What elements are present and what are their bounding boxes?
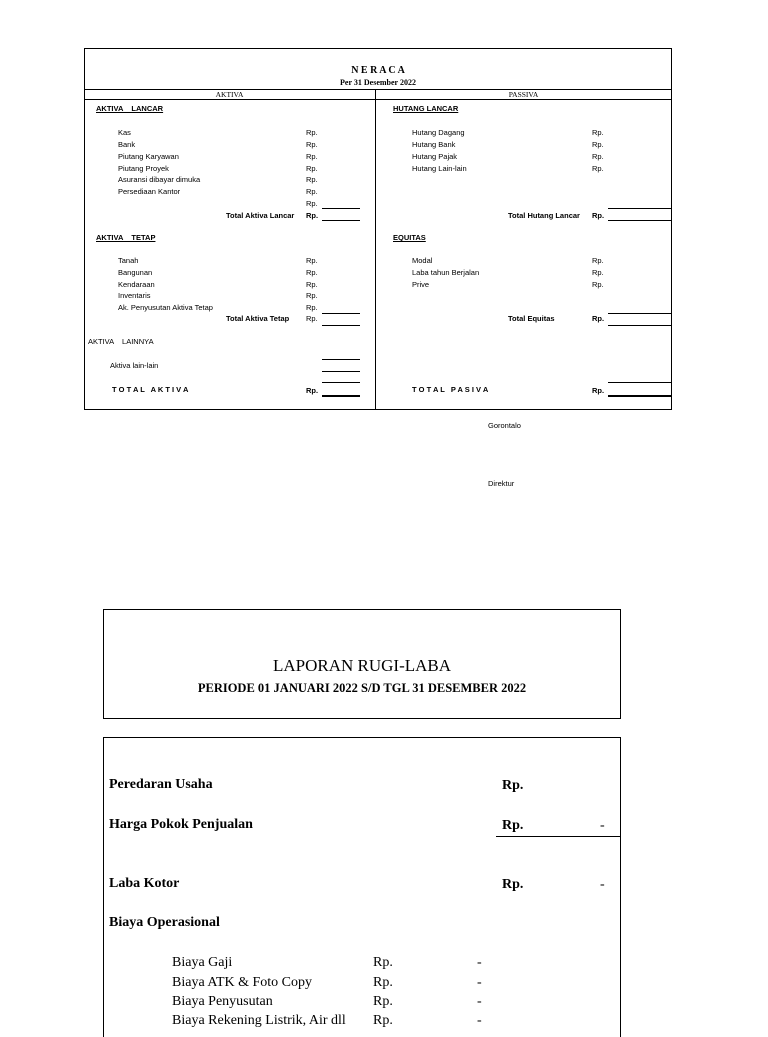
amount-dash: - [477,994,482,1009]
total-amount-line [608,395,672,397]
amount-dash: - [477,1013,482,1028]
currency-label: Rp. [592,140,604,149]
laba-kotor-label: Laba Kotor [109,876,180,891]
amount-line [608,208,672,209]
equitas-item: Laba tahun Berjalan [412,268,480,277]
aktiva-lancar-item: Piutang Karyawan [118,152,179,161]
currency-label: Rp. [592,164,604,173]
currency-label: Rp. [306,211,319,220]
hpp-label: Harga Pokok Penjualan [109,817,253,832]
aktiva-header: AKTIVA [215,90,244,99]
currency-label: Rp. [373,975,393,990]
currency-label: Rp. [373,1013,393,1028]
neraca-column-divider [375,89,376,409]
amount-line [322,208,360,209]
currency-label: Rp. [502,877,524,892]
total-hutang-lancar-label: Total Hutang Lancar [508,211,580,220]
currency-label: Rp. [592,314,605,323]
aktiva-lancar-item: Kas [118,128,131,137]
currency-label: Rp. [306,199,318,208]
aktiva-tetap-item: Tanah [118,256,139,265]
hutang-lancar-item: Hutang Lain-lain [412,164,467,173]
aktiva-tetap-item: Ak. Penyusutan Aktiva Tetap [118,303,213,312]
signature-title: Direktur [488,479,515,488]
currency-label: Rp. [306,256,318,265]
total-pasiva-label: T O T A L P A S I V A [412,385,489,394]
aktiva-lainnya-item: Aktiva lain-lain [110,361,159,370]
aktiva-lainnya-heading: AKTIVA LAINNYA [88,337,154,346]
biaya-item: Biaya Penyusutan [172,994,273,1009]
total-aktiva-label: T O T A L A K T I V A [112,385,189,394]
currency-label: Rp. [502,818,524,833]
currency-label: Rp. [306,386,319,395]
laba-rugi-period: PERIODE 01 JANUARI 2022 S/D TGL 31 DESEMBER 2022 [197,681,527,695]
amount-line [608,382,672,383]
amount-line [322,220,360,221]
aktiva-lancar-heading: AKTIVA LANCAR [96,104,164,113]
aktiva-tetap-item: Bangunan [118,268,153,277]
currency-label: Rp. [373,994,393,1009]
aktiva-lancar-item: Asuransi dibayar dimuka [118,175,201,184]
aktiva-tetap-item: Inventaris [118,291,151,300]
amount-line [322,382,360,383]
amount-line [322,359,360,360]
currency-label: Rp. [592,211,605,220]
currency-label: Rp. [306,175,318,184]
currency-label: Rp. [306,268,318,277]
currency-label: Rp. [592,280,604,289]
amount-line [322,313,360,314]
currency-label: Rp. [306,291,318,300]
currency-label: Rp. [592,256,604,265]
neraca-subheader-line [84,99,672,100]
currency-label: Rp. [592,386,605,395]
amount-line [322,325,360,326]
biaya-item: Biaya Rekening Listrik, Air dll [172,1013,346,1028]
peredaran-usaha-label: Peredaran Usaha [109,777,213,792]
hutang-lancar-item: Hutang Dagang [412,128,465,137]
biaya-item: Biaya Gaji [172,955,233,970]
currency-label: Rp. [373,955,393,970]
total-equitas-label: Total Equitas [508,314,555,323]
total-aktiva-lancar-label: Total Aktiva Lancar [226,211,295,220]
amount-dash: - [600,818,605,833]
total-aktiva-tetap-label: Total Aktiva Tetap [226,314,290,323]
subtotal-line [496,836,621,837]
currency-label: Rp. [306,128,318,137]
signature-city: Gorontalo [488,421,521,430]
amount-dash: - [600,877,605,892]
hutang-lancar-heading: HUTANG LANCAR [393,104,459,113]
currency-label: Rp. [502,778,524,793]
biaya-item: Biaya ATK & Foto Copy [172,975,313,990]
neraca-frame [84,48,672,410]
hutang-lancar-item: Hutang Bank [412,140,456,149]
amount-dash: - [477,955,482,970]
amount-line [608,325,672,326]
currency-label: Rp. [592,268,604,277]
neraca-subtitle: Per 31 Desember 2022 [340,78,416,87]
biaya-operasional-label: Biaya Operasional [109,915,220,930]
passiva-header: PASSIVA [508,90,539,99]
aktiva-lancar-item: Bank [118,140,136,149]
laba-rugi-title: LAPORAN RUGI-LABA [272,656,452,675]
aktiva-lancar-item: Piutang Proyek [118,164,169,173]
amount-line [608,220,672,221]
currency-label: Rp. [306,280,318,289]
amount-line [322,371,360,372]
equitas-heading: EQUITAS [393,233,426,242]
aktiva-tetap-heading: AKTIVA TETAP [96,233,156,242]
aktiva-tetap-item: Kendaraan [118,280,155,289]
amount-dash: - [477,975,482,990]
equitas-item: Prive [412,280,430,289]
aktiva-lancar-item: Persediaan Kantor [118,187,181,196]
currency-label: Rp. [306,164,318,173]
equitas-item: Modal [412,256,433,265]
currency-label: Rp. [592,128,604,137]
currency-label: Rp. [592,152,604,161]
amount-line [608,313,672,314]
neraca-title: N E R A C A [351,65,405,76]
hutang-lancar-item: Hutang Pajak [412,152,458,161]
currency-label: Rp. [306,314,318,323]
total-amount-line [322,395,360,397]
currency-label: Rp. [306,152,318,161]
currency-label: Rp. [306,187,318,196]
currency-label: Rp. [306,140,318,149]
currency-label: Rp. [306,303,318,312]
